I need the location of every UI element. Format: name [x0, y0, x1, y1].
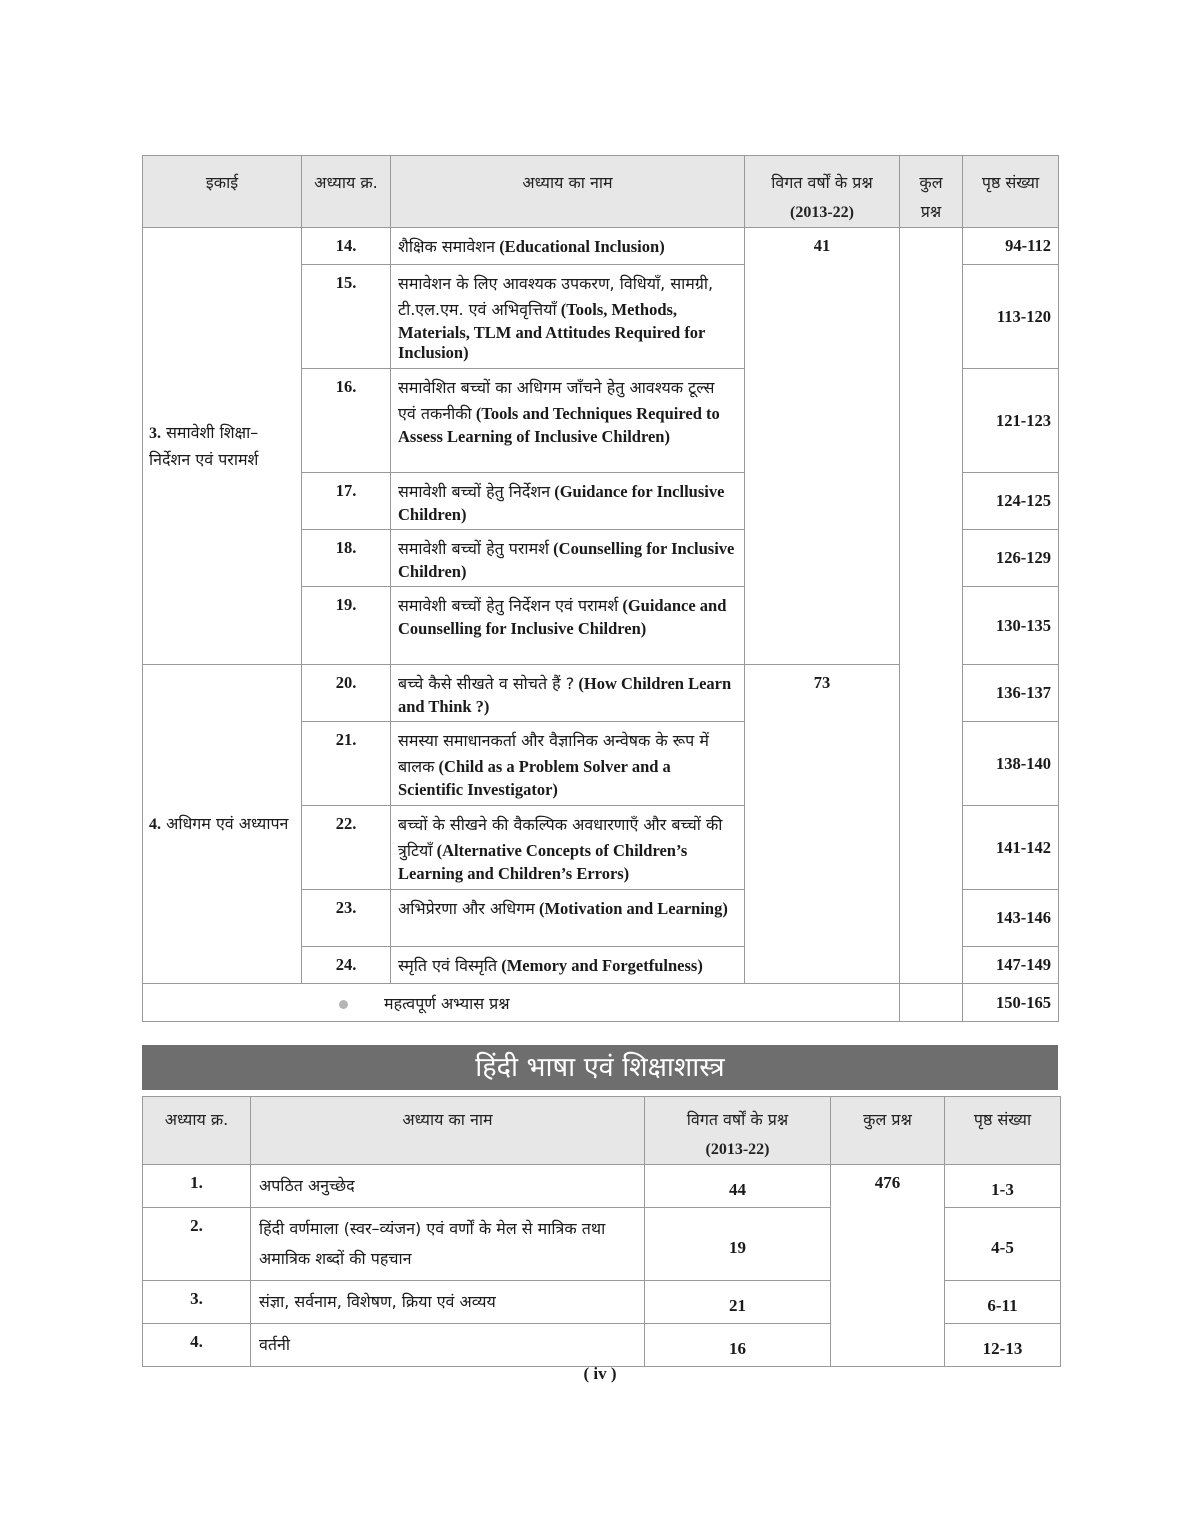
header-prev-years: विगत वर्षों के प्रश्न (2013-22): [645, 1097, 831, 1165]
chapter-name: समावेशन के लिए आवश्यक उपकरण, विधियाँ, सामग्री, टी.एल.एम. एवं अभिवृत्तियाँ (Tools, Methods, Materials, TLM and Attitudes Required for Inclusion): [391, 265, 745, 369]
header-page: पृष्ठ संख्या: [963, 156, 1059, 228]
page-range: 138-140: [963, 722, 1059, 806]
page-range: 143-146: [963, 890, 1059, 947]
header-page: पृष्ठ संख्या: [945, 1097, 1061, 1165]
total-cell: [900, 228, 963, 984]
chapter-number: 14.: [302, 228, 391, 265]
chapter-number: 15.: [302, 265, 391, 369]
header-unit: इकाई: [143, 156, 302, 228]
chapter-index-table-hindi: [142, 1096, 1061, 1367]
chapter-name: संज्ञा, सर्वनाम, विशेषण, क्रिया एवं अव्यय: [251, 1281, 645, 1324]
page-range: 94-112: [963, 228, 1059, 265]
header-total: कुल प्रश्न: [831, 1097, 945, 1165]
chapter-number: 23.: [302, 890, 391, 947]
unit-cell: 3. समावेशी शिक्षा– निर्देशन एवं परामर्श: [143, 228, 302, 665]
prev-years-count: 16: [645, 1324, 831, 1367]
unit-cell: 4. अधिगम एवं अध्यापन: [143, 665, 302, 984]
chapter-name: हिंदी वर्णमाला (स्वर–व्यंजन) एवं वर्णों के मेल से मात्रिक तथा अमात्रिक शब्दों की पहचान: [251, 1208, 645, 1281]
page-range: 113-120: [963, 265, 1059, 369]
page-range: 4-5: [945, 1208, 1061, 1281]
chapter-name: अपठित अनुच्छेद: [251, 1165, 645, 1208]
page-range: 130-135: [963, 587, 1059, 665]
chapter-name: वर्तनी: [251, 1324, 645, 1367]
practice-label: महत्वपूर्ण अभ्यास प्रश्न: [384, 993, 510, 1013]
chapter-number: 2.: [143, 1208, 251, 1281]
chapter-number: 19.: [302, 587, 391, 665]
chapter-name: बच्चे कैसे सीखते व सोचते हैं ? (How Children Learn and Think ?): [391, 665, 745, 722]
chapter-number: 4.: [143, 1324, 251, 1367]
page-number: ( iv ): [583, 1364, 617, 1383]
page-range: 126-129: [963, 530, 1059, 587]
page-range: 6-11: [945, 1281, 1061, 1324]
page-range: 121-123: [963, 369, 1059, 473]
table-row: [143, 1165, 1061, 1208]
bullet-dot-icon: [339, 1000, 348, 1009]
page-range: 12-13: [945, 1324, 1061, 1367]
chapter-name: शैक्षिक समावेशन (Educational Inclusion): [391, 228, 745, 265]
header-chapter-no: अध्याय क्र.: [143, 1097, 251, 1165]
header-prev-years: विगत वर्षों के प्रश्न (2013-22): [745, 156, 900, 228]
prev-years-count: 21: [645, 1281, 831, 1324]
chapter-number: 16.: [302, 369, 391, 473]
page-range: 147-149: [963, 947, 1059, 984]
chapter-number: 17.: [302, 473, 391, 530]
practice-label-cell: [143, 984, 900, 1022]
practice-total-cell: [900, 984, 963, 1022]
page-range: 141-142: [963, 806, 1059, 890]
prev-years-count: 73: [745, 665, 900, 984]
header-chapter-name: अध्याय का नाम: [391, 156, 745, 228]
chapter-name: समावेशित बच्चों का अधिगम जाँचने हेतु आवश्यक टूल्स एवं तकनीकी (Tools and Techniques Required to Assess Learning of Inclusive Children): [391, 369, 745, 473]
chapter-name: स्मृति एवं विस्मृति (Memory and Forgetfulness): [391, 947, 745, 984]
chapter-number: 1.: [143, 1165, 251, 1208]
chapter-number: 21.: [302, 722, 391, 806]
prev-years-count: 41: [745, 228, 900, 665]
practice-page-range: 150-165: [963, 984, 1059, 1022]
chapter-number: 3.: [143, 1281, 251, 1324]
chapter-name: समावेशी बच्चों हेतु निर्देशन (Guidance for Incllusive Children): [391, 473, 745, 530]
page-range: 124-125: [963, 473, 1059, 530]
table-row: [143, 228, 1059, 265]
chapter-number: 18.: [302, 530, 391, 587]
header-chapter-name: अध्याय का नाम: [251, 1097, 645, 1165]
prev-years-count: 44: [645, 1165, 831, 1208]
chapter-name: बच्चों के सीखने की वैकल्पिक अवधारणाएँ और बच्चों की त्रुटियाँ (Alternative Concepts of Children’s Learning and Children’s Errors): [391, 806, 745, 890]
practice-row: [143, 984, 1059, 1022]
chapter-name: अभिप्रेरणा और अधिगम (Motivation and Learning): [391, 890, 745, 947]
header-chapter-no: अध्याय क्र.: [302, 156, 391, 228]
prev-years-count: 19: [645, 1208, 831, 1281]
chapter-name: समावेशी बच्चों हेतु परामर्श (Counselling for Inclusive Children): [391, 530, 745, 587]
page-range: 1-3: [945, 1165, 1061, 1208]
header-total: कुल प्रश्न: [900, 156, 963, 228]
total-questions: 476: [831, 1165, 945, 1367]
chapter-number: 20.: [302, 665, 391, 722]
chapter-number: 22.: [302, 806, 391, 890]
chapter-number: 24.: [302, 947, 391, 984]
section-title-banner: हिंदी भाषा एवं शिक्षाशास्त्र: [142, 1045, 1058, 1090]
page-range: 136-137: [963, 665, 1059, 722]
chapter-name: समावेशी बच्चों हेतु निर्देशन एवं परामर्श (Guidance and Counselling for Inclusive Children): [391, 587, 745, 665]
chapter-index-table-child-development: [142, 155, 1059, 1022]
chapter-name: समस्या समाधानकर्ता और वैज्ञानिक अन्वेषक के रूप में बालक (Child as a Problem Solver and a Scientific Investigator): [391, 722, 745, 806]
